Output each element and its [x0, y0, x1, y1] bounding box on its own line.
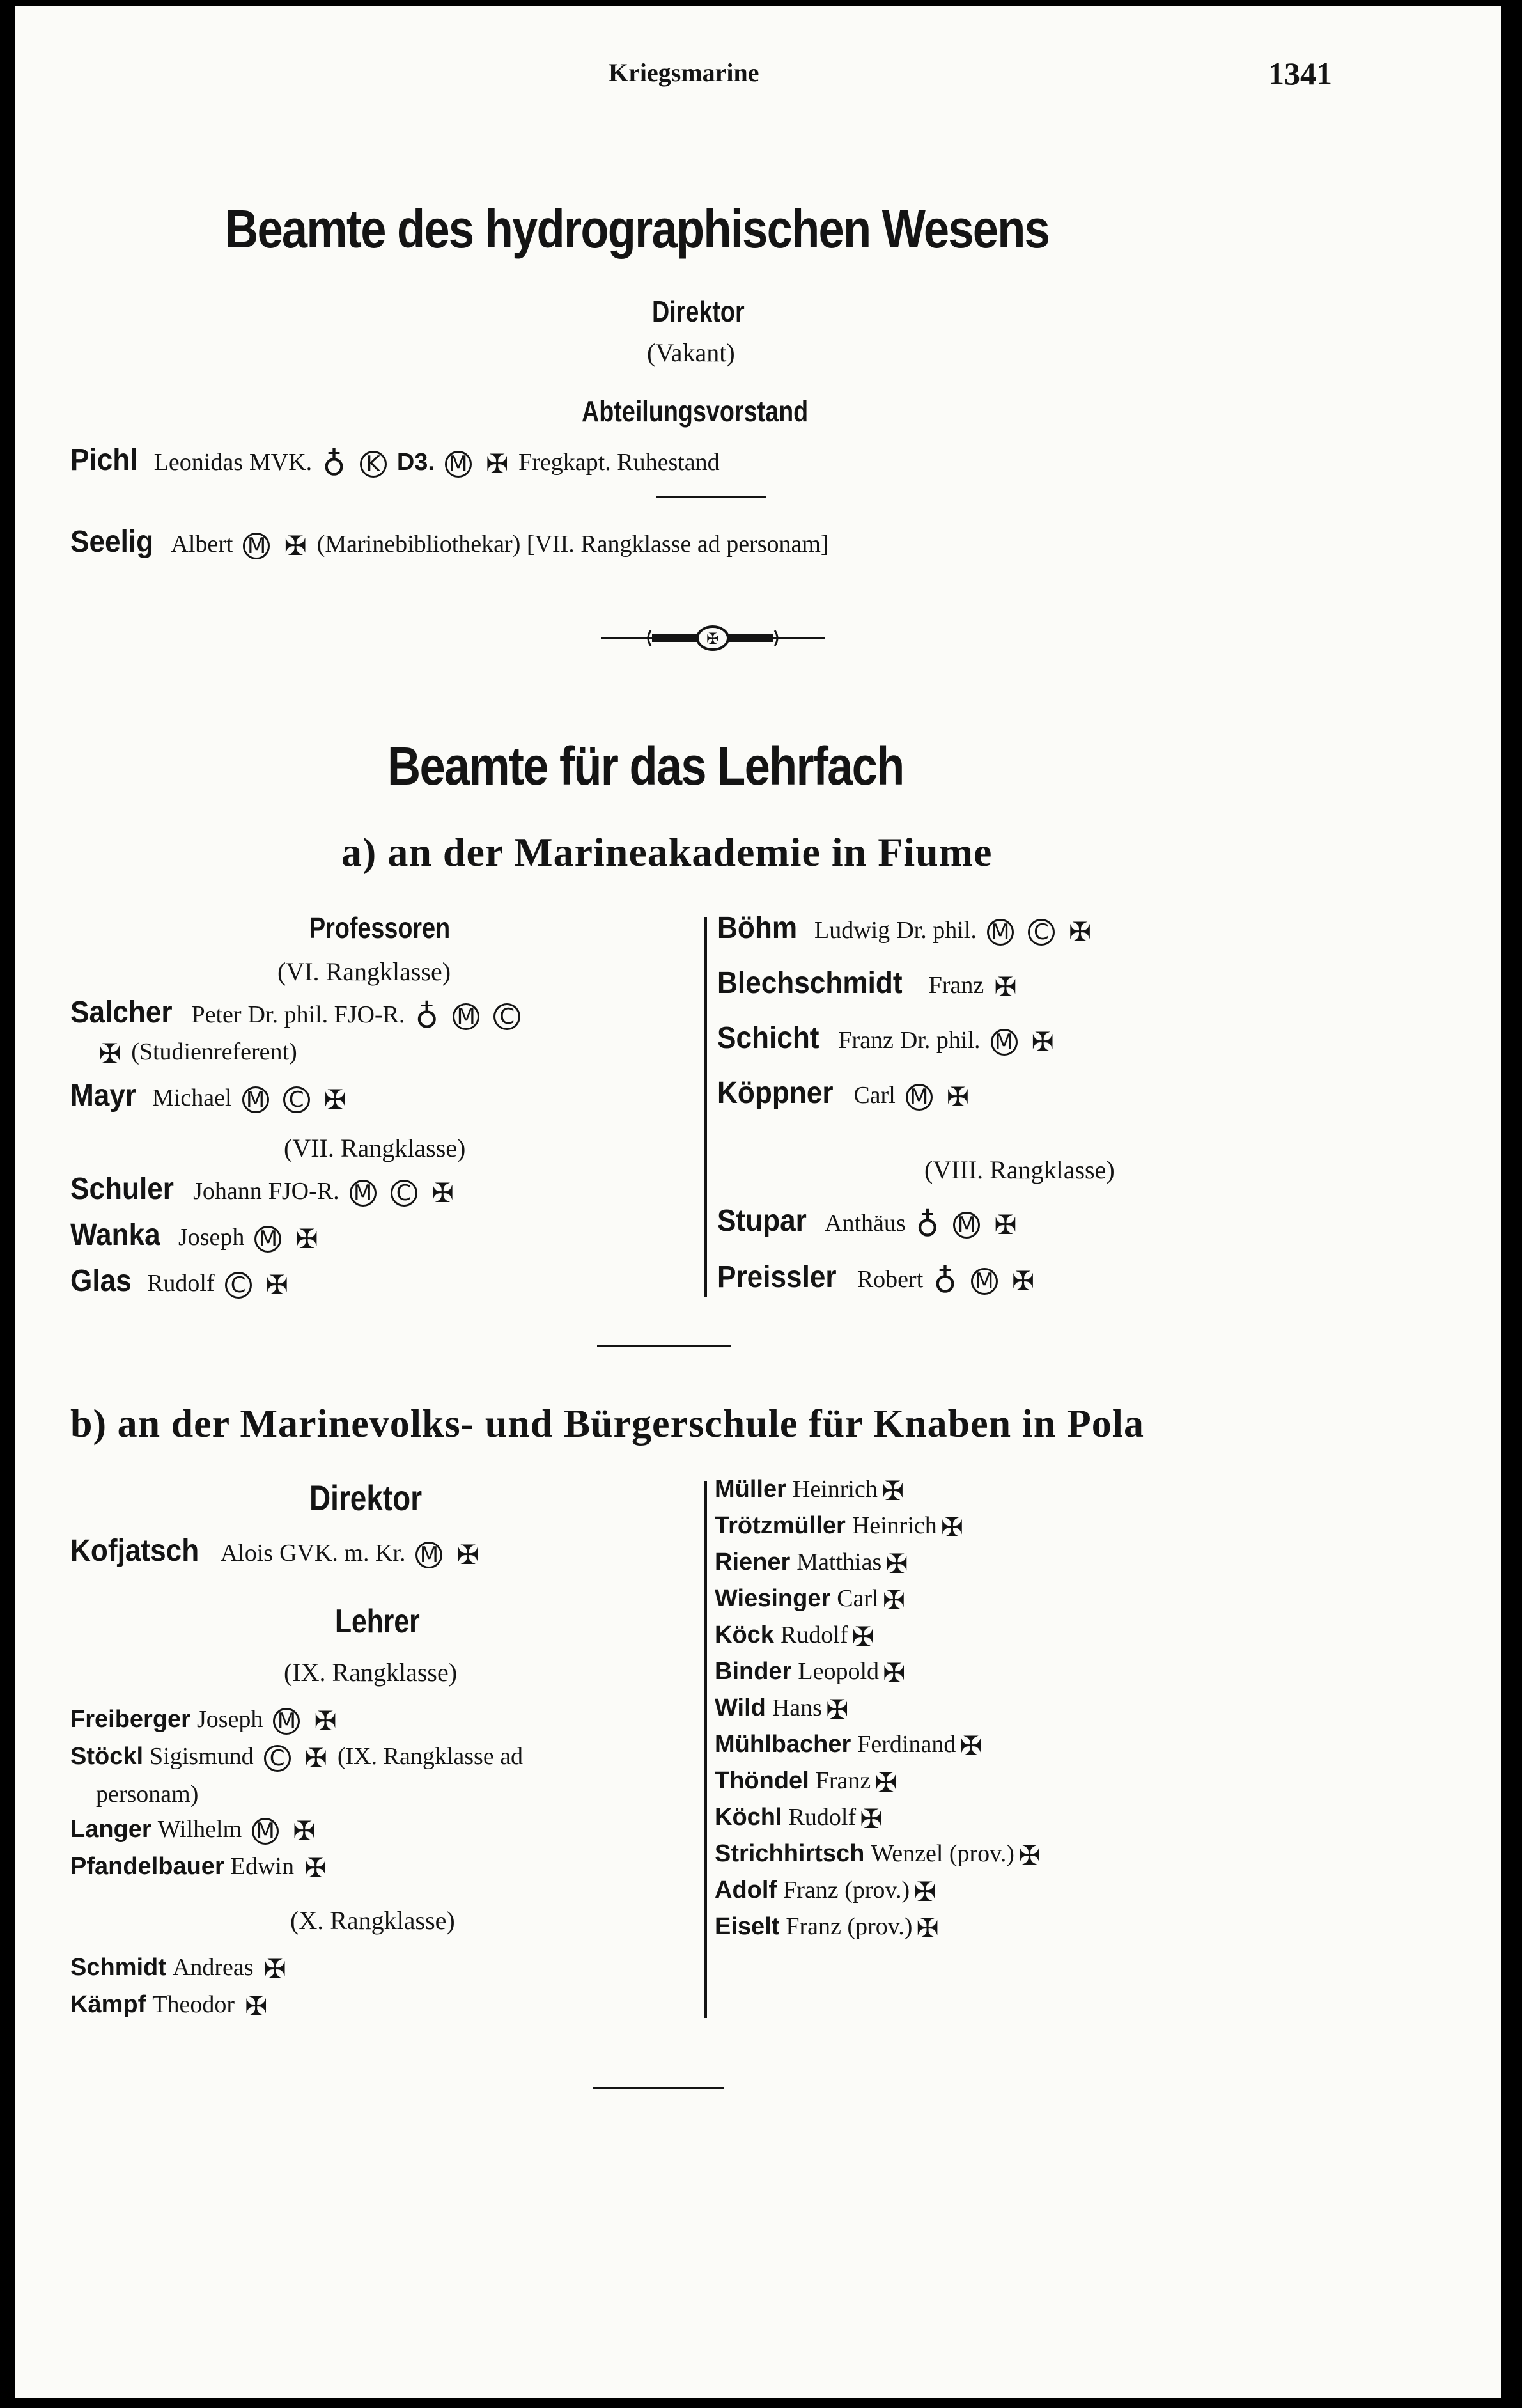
ring-icon: ♁: [915, 1206, 940, 1244]
surname: Riener: [715, 1549, 791, 1575]
given-name: Michael: [152, 1084, 232, 1111]
surname: Strichhirtsch: [715, 1840, 865, 1867]
cross-icon: ✠: [1018, 1840, 1041, 1872]
entry-wanka: [70, 1217, 322, 1255]
surname: Wiesinger: [715, 1585, 831, 1612]
surname: Stöckl: [70, 1743, 144, 1770]
cross-icon: ✠: [860, 1803, 883, 1835]
note: (IX. Rangklasse ad: [337, 1743, 524, 1770]
list-item: [715, 1546, 1044, 1583]
note: (Studienreferent): [131, 1038, 297, 1065]
list-item: [715, 1874, 1044, 1911]
list-item: [715, 1728, 1044, 1765]
entry-kaempf: [70, 1989, 271, 2022]
entry-kofjatsch: [70, 1533, 483, 1570]
cross-icon: ✠: [1011, 1265, 1035, 1297]
m-medal-icon: M: [971, 1268, 998, 1295]
entry-freiberger: [70, 1703, 341, 1737]
right-list: [715, 1473, 1044, 1947]
given-name: Anthäus: [825, 1210, 906, 1237]
given-name: Leopold: [798, 1658, 879, 1685]
cross-icon: ✠: [882, 1584, 905, 1616]
title: Dr. phil.: [896, 917, 977, 944]
surname: Freiberger: [70, 1706, 190, 1733]
given-name: Franz: [928, 972, 984, 999]
surname: Wanka: [70, 1218, 160, 1252]
list-item: [715, 1655, 1044, 1692]
surname: Preissler: [717, 1260, 837, 1294]
list-item: [715, 1801, 1044, 1838]
surname: Adolf: [715, 1877, 777, 1904]
cross-icon: ✠: [946, 1081, 969, 1113]
surname: Blechschmidt: [717, 966, 903, 1000]
given-name: Robert: [857, 1266, 924, 1293]
entry-pfandelbauer: [70, 1850, 330, 1884]
surname: Köchl: [715, 1804, 782, 1831]
surname: Mühlbacher: [715, 1731, 851, 1758]
given-name: Sigismund: [150, 1743, 254, 1770]
surname: Köck: [715, 1622, 774, 1648]
cross-icon: ✠: [456, 1539, 479, 1571]
surname: Thöndel: [715, 1767, 809, 1794]
entry-seelig: [70, 524, 829, 561]
ring-icon: ♁: [322, 445, 346, 483]
entry-stoeckl: [70, 1740, 523, 1774]
surname: Wild: [715, 1694, 766, 1721]
m-medal-icon: M: [906, 1084, 933, 1111]
surname: Kofjatsch: [70, 1534, 199, 1568]
rangklasse-x: (X. Rangklasse): [290, 1906, 455, 1935]
cross-icon: ✠: [295, 1223, 318, 1255]
surname: Seelig: [70, 525, 154, 559]
ring-icon: ♁: [933, 1262, 957, 1300]
given-name: Leonidas: [153, 449, 243, 476]
given-name: Andreas: [172, 1954, 254, 1981]
given-name: Franz: [838, 1027, 894, 1054]
professoren-label: Professoren: [309, 911, 451, 944]
cross-icon: ✠: [994, 971, 1017, 1003]
cross-icon: ✠: [1031, 1026, 1054, 1058]
title: Dr. phil.: [899, 1027, 981, 1054]
m-medal-icon: M: [242, 1086, 269, 1113]
given-name: Carl: [837, 1585, 879, 1612]
given-name: Hans: [772, 1694, 822, 1721]
hydro-direktor-value: (Vakant): [647, 338, 735, 367]
c-medal-icon: C: [1028, 919, 1055, 946]
given-name: Wenzel (prov.): [871, 1840, 1014, 1867]
entry-preissler: [717, 1260, 1038, 1300]
given-name: Edwin: [230, 1853, 294, 1880]
entry-pichl: [70, 442, 720, 483]
rangklasse-vi: (VI. Rangklasse): [277, 957, 451, 986]
list-item: [715, 1473, 1044, 1510]
divider: [656, 496, 766, 498]
k-medal-icon: K: [360, 451, 387, 478]
cross-icon: ✠: [885, 1548, 908, 1580]
m-medal-icon: M: [350, 1180, 377, 1207]
cross-icon: ✠: [323, 1084, 346, 1116]
m-medal-icon: M: [254, 1226, 281, 1253]
title: MVK.: [249, 449, 313, 476]
list-item: [715, 1911, 1044, 1947]
cross-icon: ✠: [883, 1657, 906, 1689]
direktor-label-b: Direktor: [309, 1478, 423, 1518]
m-medal-icon: M: [415, 1542, 442, 1568]
c-medal-icon: C: [283, 1086, 310, 1113]
lehrer-label: Lehrer: [335, 1603, 420, 1640]
given-name: Franz (prov.): [786, 1913, 913, 1940]
surname: Schicht: [717, 1021, 819, 1055]
surname: Stupar: [717, 1204, 807, 1238]
cross-icon: ✠: [959, 1730, 982, 1762]
running-title: Kriegsmarine: [609, 58, 759, 87]
given-name: Matthias: [796, 1549, 882, 1575]
cross-icon: ✠: [825, 1694, 849, 1726]
rangklasse-viii: (VIII. Rangklasse): [924, 1155, 1115, 1184]
entry-salcher: [70, 995, 524, 1035]
given-name: Theodor: [152, 1991, 235, 2018]
section-b-heading: b) an der Marinevolks- und Bürgerschule für Knaben in Pola: [70, 1402, 1144, 1446]
ring-icon: ♁: [415, 997, 439, 1035]
cross-icon: ✠: [263, 1953, 286, 1985]
entry-langer: [70, 1813, 319, 1847]
entry-stupar: [717, 1203, 1021, 1244]
title: GVK. m. Kr.: [279, 1540, 406, 1567]
rank: Fregkapt. Ruhestand: [518, 449, 720, 476]
cross-icon: ✠: [431, 1177, 454, 1209]
cross-icon: ✠: [304, 1742, 327, 1774]
surname: Trötzmüller: [715, 1512, 846, 1539]
entry-schicht: [717, 1020, 1058, 1058]
entry-salcher-cont: [95, 1036, 297, 1069]
m-medal-icon: M: [991, 1029, 1018, 1056]
lehrfach-title: Beamte für das Lehrfach: [387, 736, 904, 796]
list-item: [715, 1619, 1044, 1655]
page-number: 1341: [1268, 56, 1332, 91]
cross-icon: ✠: [994, 1209, 1017, 1241]
surname: Köppner: [717, 1076, 834, 1110]
given-name: Rudolf: [780, 1622, 848, 1648]
cross-icon: ✠: [304, 1852, 327, 1884]
list-item: [715, 1838, 1044, 1874]
given-name: Franz (prov.): [783, 1877, 910, 1904]
m-medal-icon: M: [445, 451, 472, 478]
cross-icon: ✠: [881, 1475, 905, 1507]
given-name: Heinrich: [851, 1512, 937, 1539]
title: D3.: [396, 449, 435, 476]
m-medal-icon: M: [252, 1818, 279, 1845]
c-medal-icon: C: [493, 1003, 520, 1030]
list-item: [715, 1583, 1044, 1619]
ornament-divider: [601, 624, 825, 652]
m-medal-icon: M: [243, 533, 270, 559]
svg-text:✠: ✠: [706, 630, 720, 648]
cross-icon: ✠: [314, 1705, 337, 1737]
cross-icon: ✠: [293, 1815, 316, 1847]
entry-glas: [70, 1263, 292, 1301]
surname: Salcher: [70, 996, 173, 1029]
section-a-heading: a) an der Marineakademie in Fiume: [341, 829, 993, 875]
hydro-title: Beamte des hydrographischen Wesens: [225, 199, 1050, 259]
cross-icon: ✠: [1068, 916, 1092, 948]
surname: Kämpf: [70, 1991, 146, 2018]
given-name: Johann: [193, 1178, 262, 1205]
surname: Binder: [715, 1658, 792, 1685]
m-medal-icon: M: [987, 919, 1014, 946]
rangklasse-ix: (IX. Rangklasse): [284, 1658, 458, 1687]
surname: Mayr: [70, 1079, 137, 1113]
surname: Schuler: [70, 1172, 174, 1206]
entry-stoeckl-cont: personam): [96, 1781, 199, 1808]
given-name: Wilhelm: [157, 1816, 242, 1843]
given-name: Alois: [220, 1540, 274, 1567]
surname: Schmidt: [70, 1954, 166, 1981]
cross-icon: ✠: [913, 1876, 936, 1908]
surname: Eiselt: [715, 1913, 780, 1940]
abteilung-label: Abteilungsvorstand: [582, 395, 809, 428]
surname: Böhm: [717, 911, 798, 945]
given-name: Ferdinand: [857, 1731, 956, 1758]
surname: Müller: [715, 1476, 786, 1503]
entry-mayr: [70, 1078, 350, 1115]
entry-schuler: [70, 1171, 458, 1208]
surname: Langer: [70, 1816, 151, 1843]
c-medal-icon: C: [264, 1745, 291, 1772]
list-item: [715, 1510, 1044, 1546]
list-item: [715, 1765, 1044, 1801]
entry-schmidt: [70, 1951, 290, 1985]
c-medal-icon: C: [391, 1180, 417, 1207]
entry-koeppner: [717, 1075, 973, 1113]
divider: [593, 2087, 724, 2089]
hydro-direktor-label: Direktor: [652, 295, 745, 328]
note: (Marinebibliothekar) [VII. Rangklasse ad personam]: [316, 531, 829, 558]
m-medal-icon: M: [453, 1003, 479, 1030]
title: Dr. phil. FJO-R.: [247, 1001, 405, 1028]
given-name: Peter: [191, 1001, 242, 1028]
list-item: [715, 1692, 1044, 1728]
column-divider: [704, 1481, 707, 2018]
divider: [597, 1345, 731, 1347]
given-name: Heinrich: [792, 1476, 878, 1503]
rangklasse-vii: (VII. Rangklasse): [284, 1134, 466, 1162]
m-medal-icon: M: [273, 1708, 300, 1735]
given-name: Joseph: [196, 1706, 263, 1733]
title: FJO-R.: [268, 1178, 339, 1205]
surname: Pichl: [70, 443, 138, 477]
document-page: [15, 6, 1501, 2398]
surname: Pfandelbauer: [70, 1853, 224, 1880]
c-medal-icon: C: [225, 1272, 252, 1299]
cross-icon: ✠: [851, 1621, 874, 1653]
given-name: Franz: [815, 1767, 871, 1794]
cross-icon: ✠: [98, 1038, 121, 1070]
entry-blechschmidt: [717, 966, 1020, 1003]
entry-boehm: [717, 911, 1095, 948]
given-name: Albert: [171, 531, 233, 558]
given-name: Joseph: [178, 1224, 245, 1251]
m-medal-icon: M: [953, 1212, 980, 1239]
column-divider: [704, 917, 707, 1297]
cross-icon: ✠: [940, 1512, 963, 1544]
cross-icon: ✠: [874, 1767, 897, 1799]
cross-icon: ✠: [284, 530, 307, 562]
cross-icon: ✠: [244, 1990, 268, 2022]
cross-icon: ✠: [916, 1912, 939, 1944]
surname: Glas: [70, 1264, 132, 1298]
given-name: Ludwig: [814, 917, 890, 944]
cross-icon: ✠: [485, 448, 509, 480]
given-name: Carl: [853, 1082, 896, 1109]
given-name: Rudolf: [147, 1270, 215, 1297]
cross-icon: ✠: [265, 1269, 288, 1301]
given-name: Rudolf: [788, 1804, 857, 1831]
